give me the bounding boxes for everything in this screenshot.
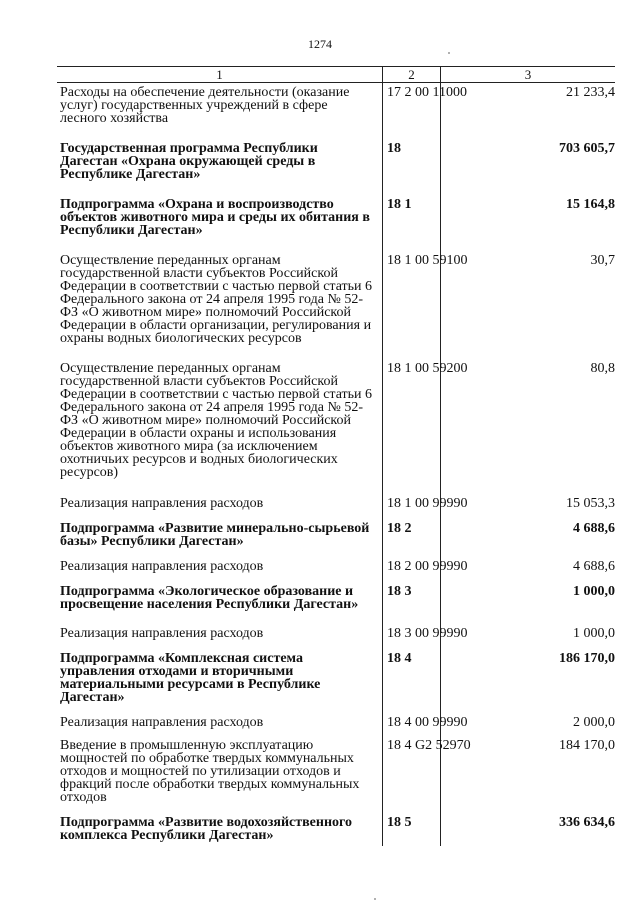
- row-name: Реализация направления расходов: [60, 626, 264, 641]
- page-number: 1274: [308, 37, 332, 51]
- header-col-3: 3: [524, 67, 532, 82]
- row-amount: 80,8: [590, 361, 615, 376]
- header-col-2: 2: [408, 67, 415, 82]
- table-row: [57, 560, 615, 573]
- row-amount: 21 233,4: [566, 85, 615, 100]
- row-amount: 186 170,0: [559, 651, 615, 666]
- table-row: [57, 585, 615, 611]
- row-name: Подпрограмма «Комплексная система управления отходами и вторичными материальными ресурсами в Республике Дагестан»: [60, 651, 321, 705]
- row-amount: 1 000,0: [573, 584, 615, 599]
- row-code: 18 3: [387, 584, 412, 599]
- row-amount: 4 688,6: [573, 521, 615, 536]
- row-code: 17 2 00 11000: [387, 85, 467, 100]
- table-row: [57, 142, 615, 181]
- row-code: 18 2 00 99990: [387, 559, 468, 574]
- row-code: 18 1 00 59100: [387, 253, 468, 268]
- row-amount: 1 000,0: [573, 626, 615, 641]
- row-name: Подпрограмма «Экологическое образование и просвещение населения Республики Дагестан»: [60, 584, 359, 612]
- row-amount: 30,7: [590, 253, 615, 268]
- row-name: Подпрограмма «Развитие водохозяйственного комплекса Республики Дагестан»: [60, 815, 353, 843]
- budget-table: [57, 66, 615, 842]
- table-row: [57, 739, 615, 804]
- row-amount: 184 170,0: [559, 738, 615, 753]
- table-header: [57, 66, 615, 83]
- row-code: 18 5: [387, 815, 412, 830]
- row-amount: 2 000,0: [573, 715, 615, 730]
- row-amount: 703 605,7: [559, 141, 615, 156]
- table-row: [57, 816, 615, 842]
- row-amount: 15 053,3: [566, 496, 615, 511]
- row-amount: 336 634,6: [559, 815, 615, 830]
- table-row: [57, 497, 615, 510]
- row-code: 18 1 00 59200: [387, 361, 468, 376]
- row-code: 18 1: [387, 197, 412, 212]
- row-name: Введение в промышленную эксплуатацию мощностей по обработке твердых коммунальных отходов и мощностей по утилизации отходов и фракций после обработки твердых коммунальных отходов: [60, 738, 360, 805]
- row-code: 18 4: [387, 651, 412, 666]
- header-col-1: 1: [216, 67, 223, 82]
- scan-speck: [374, 898, 376, 900]
- table-row: [57, 522, 615, 548]
- row-name: Расходы на обеспечение деятельности (оказание услуг) государственных учреждений в сфере лесного хозяйства: [60, 85, 350, 126]
- table-row: [57, 254, 615, 345]
- table-row: [57, 198, 615, 237]
- table-row: [57, 716, 615, 729]
- row-code: 18 2: [387, 521, 412, 536]
- row-name: Подпрограмма «Охрана и воспроизводство объектов животного мира и среды их обитания в Республики Дагестан»: [60, 197, 370, 238]
- row-name: Подпрограмма «Развитие минерально-сырьевой базы» Республики Дагестан»: [60, 521, 370, 549]
- row-code: 18 4 00 99990: [387, 715, 468, 730]
- row-amount: 15 164,8: [566, 197, 615, 212]
- row-name: Реализация направления расходов: [60, 715, 264, 730]
- row-name: Осуществление переданных органам государственной власти субъектов Российской Федерации в соответствии с частью первой статьи 6 Федерального закона от 24 апреля 1995 года № 52-ФЗ «О животном мире» полномочий Российской Федерации в области организации, регулирования и охраны водных биологических ресурсов: [60, 253, 373, 346]
- table-row: [57, 362, 615, 479]
- row-name: Осуществление переданных органам государственной власти субъектов Российской Федерации в соответствии с частью первой статьи 6 Федерального закона от 24 апреля 1995 года № 52-ФЗ «О животном мире» полномочий Российской Федерации в области охраны и использования объектов животного мира (за исключением охотничьих ресурсов и водных биологических ресурсов): [60, 361, 373, 480]
- table-row: [57, 627, 615, 640]
- row-code: 18 1 00 99990: [387, 496, 468, 511]
- row-amount: 4 688,6: [573, 559, 615, 574]
- row-code: 18 4 G2 52970: [387, 738, 471, 753]
- row-name: Реализация направления расходов: [60, 496, 264, 511]
- row-name: Государственная программа Республики Дагестан «Охрана окружающей среды в Республике Дагестан»: [60, 141, 318, 182]
- row-name: Реализация направления расходов: [60, 559, 264, 574]
- scan-speck: [448, 52, 450, 54]
- row-code: 18 3 00 99990: [387, 626, 468, 641]
- row-code: 18: [387, 141, 401, 156]
- table-row: [57, 86, 615, 125]
- table-row: [57, 652, 615, 704]
